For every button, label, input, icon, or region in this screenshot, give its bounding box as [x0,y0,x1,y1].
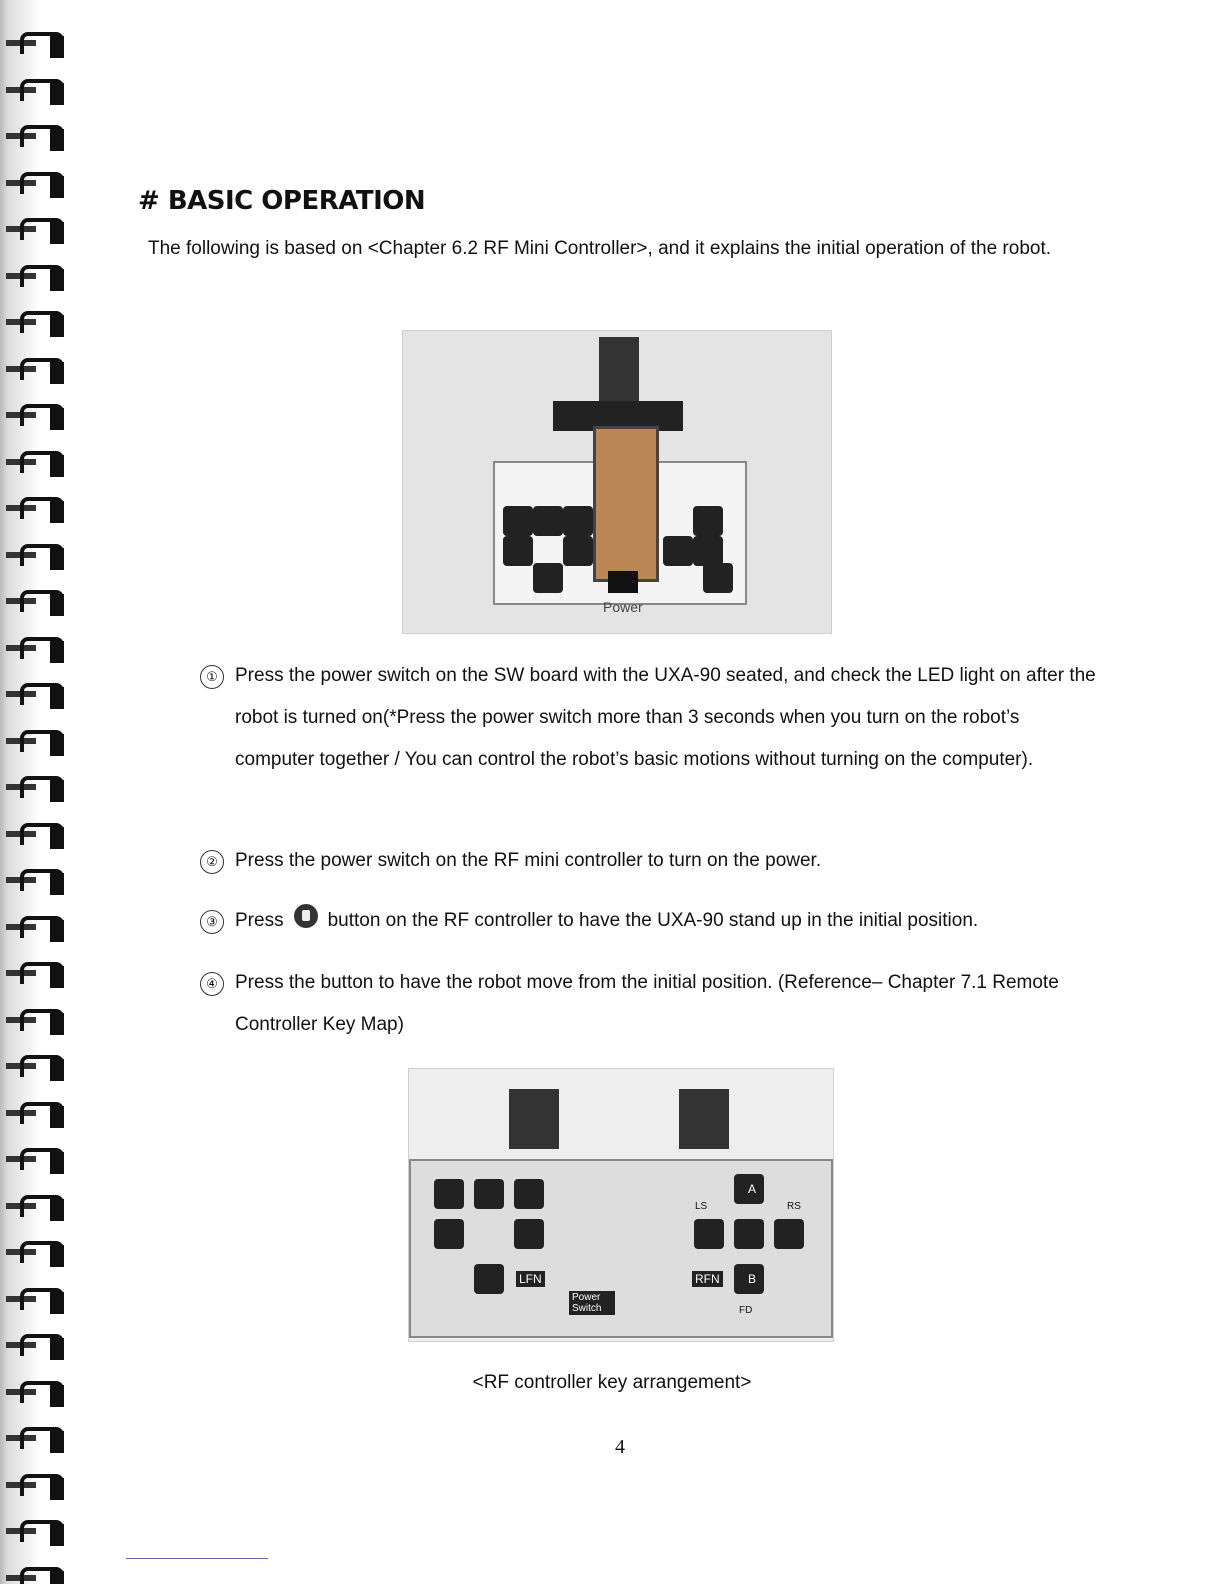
controller-key [693,506,723,536]
binding-ring [6,590,62,612]
step-text: Press the power switch on the RF mini controller to turn on the power. [235,850,822,871]
controller-key [514,1219,544,1249]
rfn-key: RFN [692,1271,723,1287]
binding-ring [6,451,62,473]
binding-ring [6,172,62,194]
binding-ring [6,1334,62,1356]
binding-ring [6,730,62,752]
power-switch [608,571,638,593]
binding-ring [6,1241,62,1263]
binding-ring [6,125,62,147]
right-socket [679,1089,729,1149]
step-text: Press the power switch on the SW board with the UXA-90 seated, and check the LED light on after the robot is turned on(*Press the power switch more than 3 seconds when you turn on the robot’s computer together / You can control the robot’s basic motions without turning on the computer). [235,665,1096,770]
step-number: ① [200,665,224,689]
binding-ring [6,544,62,566]
binding-ring [6,1055,62,1077]
page-number: 4 [615,1436,625,1458]
sw-board-photo [402,330,832,634]
binding-ring [6,1520,62,1542]
spiral-binding [0,0,80,1584]
binding-ring [6,1288,62,1310]
binding-ring [6,776,62,798]
binding-ring [6,1148,62,1170]
binding-ring [6,823,62,845]
step-3 [200,900,1100,942]
step-number: ② [200,850,224,874]
a-key: A [745,1181,759,1197]
binding-ring [6,218,62,240]
ls-label: LS [695,1201,708,1212]
controller-key [533,563,563,593]
binding-ring [6,1474,62,1496]
binding-ring [6,1009,62,1031]
controller-key [694,1219,724,1249]
step-1 [200,655,1100,781]
binding-ring [6,497,62,519]
controller-key [734,1219,764,1249]
rf-board [409,1159,833,1338]
controller-key [774,1219,804,1249]
step-text [235,900,1100,942]
controller-key [434,1179,464,1209]
binding-ring [6,404,62,426]
binding-ring [6,32,62,54]
step-number: ③ [200,910,224,934]
rs-label: RS [787,1201,801,1212]
controller-key [474,1179,504,1209]
power-label: Power [603,599,643,615]
controller-key [563,536,593,566]
step-text-after: button on the RF controller to have the UXA-90 stand up in the initial position. [327,910,979,931]
stand-button-icon [294,904,318,928]
controller-key [514,1179,544,1209]
controller-key [703,563,733,593]
controller-key [503,506,533,536]
step-2 [200,840,1100,882]
lfn-key: LFN [516,1271,545,1287]
controller-key [563,506,593,536]
b-key: B [745,1271,759,1287]
binding-ring [6,637,62,659]
rf-controller-photo [408,1068,834,1342]
step-4 [200,962,1100,1046]
step-number: ④ [200,972,224,996]
binding-ring [6,683,62,705]
binding-ring [6,311,62,333]
intro-paragraph: The following is based on <Chapter 6.2 RF Mini Controller>, and it explains the initial operation of the robot. [148,238,1052,259]
figure-caption: <RF controller key arrangement> [472,1372,752,1393]
binding-ring [6,1567,62,1584]
controller-pcb [593,426,659,582]
binding-ring [6,1195,62,1217]
left-socket [509,1089,559,1149]
controller-key [533,506,563,536]
binding-ring [6,358,62,380]
controller-key [503,536,533,566]
binding-ring [6,869,62,891]
controller-key [434,1219,464,1249]
binding-ring [6,962,62,984]
binding-ring [6,916,62,938]
controller-key [693,536,723,566]
binding-ring [6,265,62,287]
footnote-rule [126,1558,268,1559]
controller-key [474,1264,504,1294]
binding-ring [6,1102,62,1124]
step-text: Press the button to have the robot move from the initial position. (Reference– Chapter 7.1 Remote Controller Key Map) [235,972,1059,1035]
fd-label: FD [739,1305,753,1316]
controller-key [663,536,693,566]
step-text-before: Press [235,910,284,931]
binding-ring [6,79,62,101]
page-heading: # BASIC OPERATION [138,186,426,216]
power-switch-key: Power Switch [569,1291,615,1315]
